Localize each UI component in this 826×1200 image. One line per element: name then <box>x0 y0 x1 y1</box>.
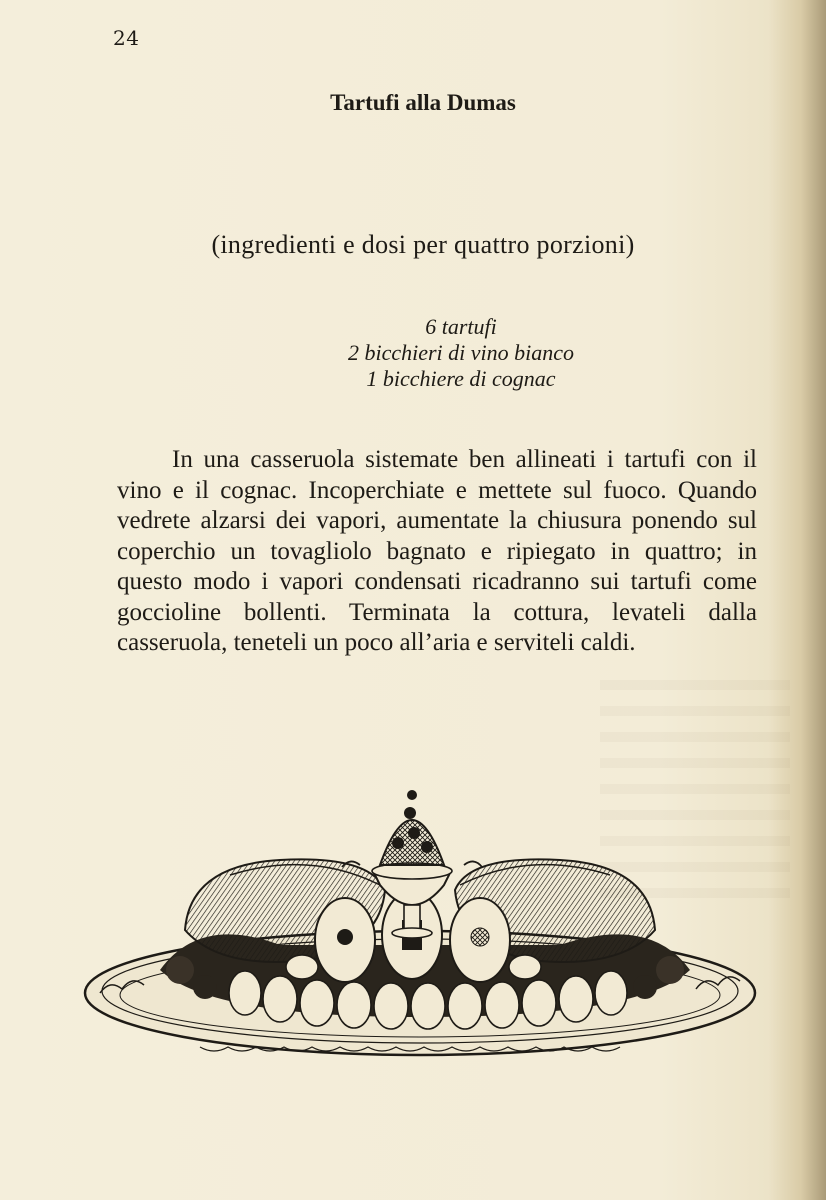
servings-note: (ingredienti e dosi per quattro porzioni) <box>211 230 635 259</box>
page-number: 24 <box>113 26 140 50</box>
recipe-title: Tartufi alla Dumas <box>330 90 516 115</box>
ingredient-item: 2 bicchieri di vino bianco <box>347 340 575 365</box>
recipe-instructions: In una casseruola sistemate ben allineati i tartufi con il vino e il cognac. Incoperchiate e mettete sul fuoco. Quando vedrete alzarsi dei vapori, aumentate la chiusura ponendo sul coperchio un tovagliolo bagnato e ripiegato in quattro; in questo modo i vapori condensati ricadranno sui tartufi come goccioline bollenti. Terminata la cottura, levateli dalla casseruola, teneteli un poco all’aria e serviteli caldi. <box>117 446 757 656</box>
platter-illustration <box>80 755 760 1075</box>
ingredient-list <box>0 314 826 392</box>
ingredient-item: 1 bicchiere di cognac <box>366 366 556 391</box>
ingredient-item: 6 tartufi <box>425 314 497 339</box>
